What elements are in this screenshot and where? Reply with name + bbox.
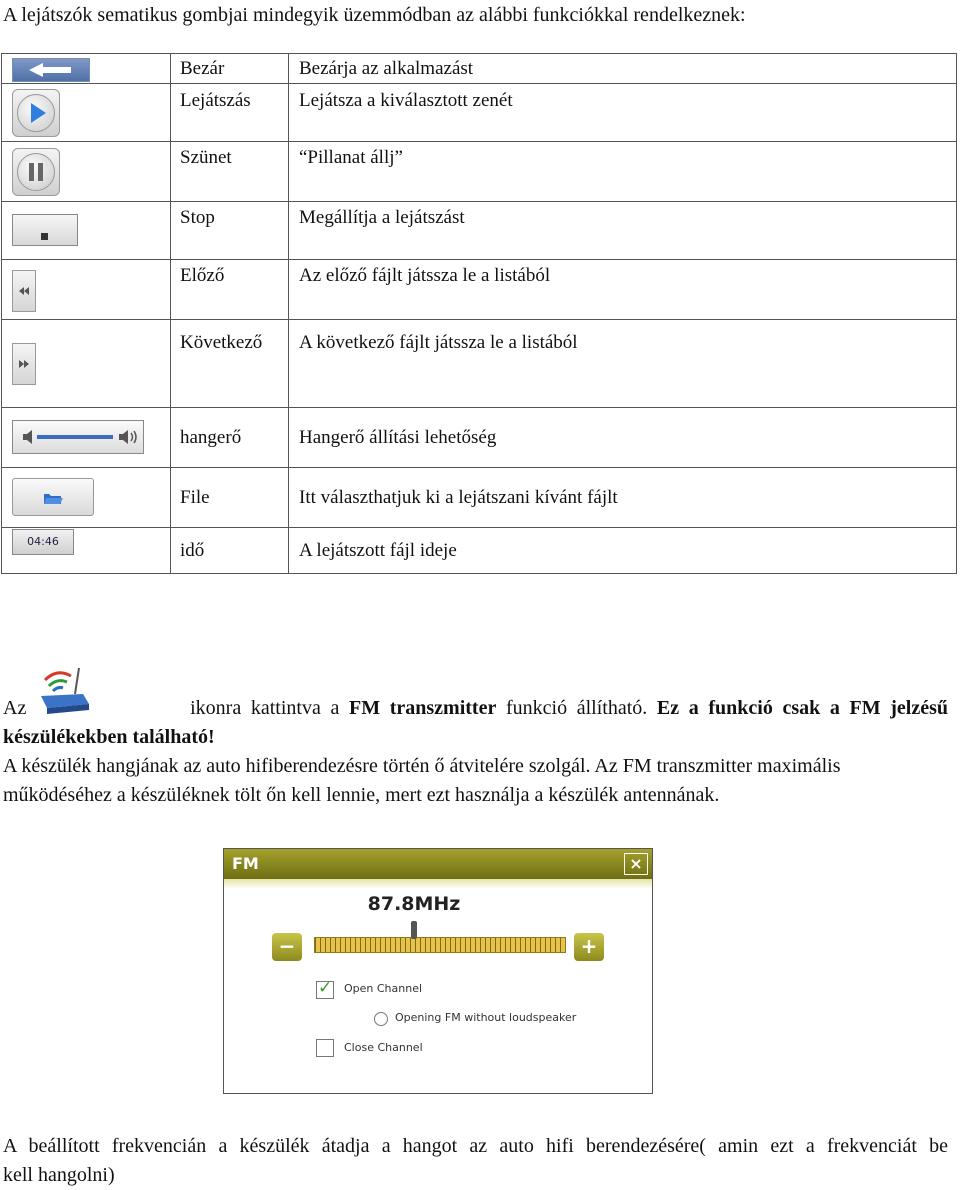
icon-cell: [2, 320, 171, 408]
fm-dialog-screenshot: [223, 848, 653, 1094]
icon-cell: [2, 202, 171, 260]
fm-notice-bold: Ez a funkció csak a FM jelzésű: [656, 697, 949, 719]
table-row: [2, 54, 957, 84]
title-shadow: [224, 879, 652, 889]
fm-description-line: A készülék hangjának az auto hifiberendezésre történ ő átvitelére szolgál. Az FM transzmitter maximális: [3, 755, 841, 777]
table-row: [2, 260, 957, 320]
button-description: Hangerő állítási lehetőség: [289, 408, 957, 468]
tuner-needle[interactable]: [411, 921, 417, 939]
stop-icon: [12, 214, 78, 246]
table-row: [2, 408, 957, 468]
button-description: “Pillanat állj”: [289, 142, 957, 202]
icon-cell: [2, 84, 171, 142]
close-channel-checkbox[interactable]: [316, 1039, 334, 1057]
opening-fm-radio[interactable]: [374, 1012, 388, 1026]
close-icon[interactable]: ×: [624, 853, 648, 875]
button-name: Következő: [171, 320, 289, 408]
fm-notice-bold-cont: készülékekben található!: [3, 726, 215, 748]
fm-transmitter-term: FM transzmitter: [349, 697, 497, 719]
text-segment: Az: [3, 697, 27, 719]
time-display-icon: 04:46: [12, 529, 74, 555]
button-name: Stop: [171, 202, 289, 260]
text-segment: ikonra kattintva a: [190, 697, 340, 719]
text-segment: funkció állítható.: [505, 697, 648, 719]
folder-icon: [12, 478, 94, 516]
button-name: Lejátszás: [171, 84, 289, 142]
button-name: Előző: [171, 260, 289, 320]
table-row: [2, 320, 957, 408]
close-channel-label: Close Channel: [344, 1041, 423, 1054]
fm-paragraph: [3, 694, 948, 810]
open-channel-label: Open Channel: [344, 982, 423, 995]
icon-cell: [2, 528, 171, 574]
icon-cell: [2, 408, 171, 468]
opening-fm-label: Opening FM without loudspeaker: [395, 1011, 577, 1024]
frequency-readout: 87.8MHz: [367, 893, 461, 915]
fm-dialog-titlebar: [224, 849, 652, 879]
button-description: Az előző fájlt játssza le a listából: [289, 260, 957, 320]
icon-cell: [2, 468, 171, 528]
button-name: File: [171, 468, 289, 528]
button-description: Megállítja a lejátszást: [289, 202, 957, 260]
button-description: Bezárja az alkalmazást: [289, 54, 957, 84]
button-description: Itt választhatjuk ki a lejátszani kívánt fájlt: [289, 468, 957, 528]
table-row: [2, 84, 957, 142]
fm-description-line: működéséhez a készüléknek tölt őn kell lennie, mert ezt használja a készülék antennának.: [3, 784, 720, 806]
button-name: Bezár: [171, 54, 289, 84]
minus-button[interactable]: −: [272, 933, 302, 961]
fm-paragraph-line: [3, 694, 948, 723]
closing-line: kell hangolni): [3, 1164, 115, 1186]
closing-paragraph: [3, 1132, 948, 1190]
open-channel-checkbox[interactable]: [316, 981, 334, 999]
button-description: A lejátszott fájl ideje: [289, 528, 957, 574]
pause-icon: [12, 148, 60, 196]
next-icon: [12, 343, 36, 385]
button-description: A következő fájlt játssza le a listából: [289, 320, 957, 408]
button-name: Szünet: [171, 142, 289, 202]
volume-slider-icon: [12, 420, 144, 454]
table-row: [2, 528, 957, 574]
icon-cell: [2, 260, 171, 320]
plus-button[interactable]: +: [574, 933, 604, 961]
icon-cell: [2, 142, 171, 202]
fm-dialog-title: FM: [232, 854, 259, 873]
table-row: [2, 468, 957, 528]
tuner-scale[interactable]: [314, 937, 566, 953]
previous-icon: [12, 270, 36, 312]
play-icon: [12, 89, 60, 137]
button-description: Lejátsza a kiválasztott zenét: [289, 84, 957, 142]
button-function-table: [1, 53, 957, 574]
closing-line: A beállított frekvencián a készülék átadja a hangot az auto hifi berendezésére( amin ezt a frekvenciát be: [3, 1135, 948, 1157]
button-name: idő: [171, 528, 289, 574]
table-row: [2, 202, 957, 260]
button-name: hangerő: [171, 408, 289, 468]
intro-text: A lejátszók sematikus gombjai mindegyik üzemmódban az alábbi funkciókkal rendelkeznek:: [3, 4, 746, 26]
icon-cell: [2, 54, 171, 84]
table-row: [2, 142, 957, 202]
back-arrow-icon: [12, 58, 90, 82]
